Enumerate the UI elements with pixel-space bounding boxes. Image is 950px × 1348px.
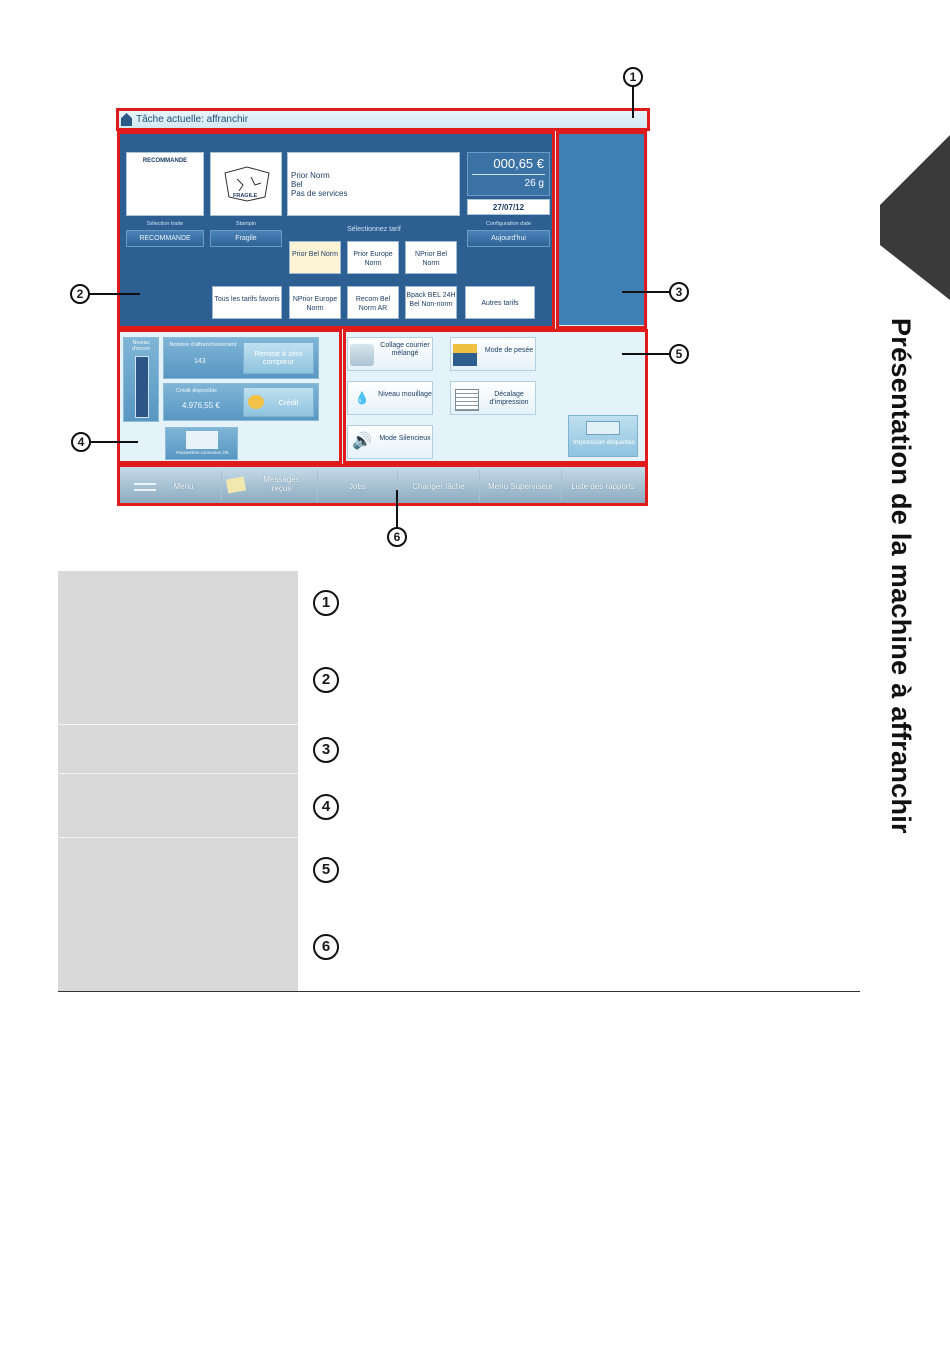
messages-button[interactable]: Messages reçus (222, 470, 318, 501)
task-title: Tâche actuelle: affranchir (136, 114, 249, 125)
zone-1-outline (116, 108, 650, 131)
date-display: 27/07/12 (467, 199, 550, 215)
callout-2: 2 (70, 284, 90, 304)
credit-value: 4.976,55 € (182, 401, 220, 410)
jobs-button[interactable]: Jobs (318, 470, 398, 501)
legend-row-separator (58, 773, 298, 774)
reports-list-button[interactable]: Liste des rapports (571, 482, 635, 491)
tarif-nprior-europe-norm[interactable]: NPrior Europe Norm (289, 286, 341, 319)
sel-tarif-label: Sélectionnez tarif (347, 226, 401, 233)
fragile-preview: FRAGILE (210, 152, 282, 216)
tarif-prior-europe-norm[interactable]: Prior Europe Norm (347, 241, 399, 274)
sel-traite-button[interactable]: RECOMMANDE (126, 230, 204, 247)
sel-traite-label: Sélection traite (146, 221, 184, 227)
legend-bottom-rule (58, 991, 860, 992)
change-task-button[interactable]: Changer tâche (398, 470, 480, 501)
zone-3-outline (556, 131, 647, 329)
callout-6: 6 (387, 527, 407, 547)
tarif-bpack-bel[interactable]: Bpack BEL 24H Bel Non-norm (405, 286, 457, 319)
tarif-favoris[interactable]: Tous les tarifs favoris (212, 286, 282, 319)
option-weigh-mode[interactable]: Mode de pesée (450, 337, 536, 371)
tarif-nprior-bel-norm[interactable]: NPrior Bel Norm (405, 241, 457, 274)
legend-number-1: 1 (313, 590, 339, 616)
credit-button-label: Crédit (278, 398, 299, 407)
callout-1-line (632, 86, 634, 118)
legend-label-column (58, 571, 298, 992)
option-mixed-mail[interactable]: Collage courrier mélangé (347, 337, 433, 371)
legend-number-2: 2 (313, 667, 339, 693)
reset-counter-button[interactable]: Remise à zéro compteur (243, 342, 314, 374)
sel-config-label: Configuration date (486, 221, 531, 227)
supervisor-menu-button[interactable]: Menu Superviseur (480, 470, 562, 501)
params-label: Paramètres connexion OK (176, 450, 229, 455)
zone-2-outline (117, 131, 555, 329)
callout-5: 5 (669, 344, 689, 364)
tarif-autres[interactable]: Autres tarifs (465, 286, 535, 319)
tarif-recom-bel-norm-ar[interactable]: Recom Bel Norm AR (347, 286, 399, 319)
legend-number-3: 3 (313, 737, 339, 763)
zone-5-outline (343, 329, 648, 464)
callout-6-line (396, 490, 398, 528)
option-moistening-level[interactable]: 💧 Niveau mouillage (347, 381, 433, 415)
legend-row-separator (58, 837, 298, 838)
legend-number-5: 5 (313, 857, 339, 883)
weight-value: 26 g (524, 178, 544, 189)
callout-2-line (90, 293, 140, 295)
chapter-title: Présentation de la machine à affranchir (886, 318, 916, 834)
callout-4-line (90, 441, 138, 443)
callout-3: 3 (669, 282, 689, 302)
service-summary: Prior Norm Bel Pas de services (287, 152, 460, 216)
option-silent-mode[interactable]: 🔊 Mode Silencieux (347, 425, 433, 459)
label-print-button[interactable]: Impression étiquettes (568, 415, 638, 457)
callout-5-line (622, 353, 670, 355)
sel-config-button[interactable]: Aujourd'hui (467, 230, 550, 247)
water-drops-icon: 💧 (354, 391, 370, 405)
counter-value: 143 (194, 358, 206, 365)
speaker-icon: 🔊 (352, 433, 372, 450)
credit-label: Crédit disponible (176, 388, 217, 394)
legend-number-6: 6 (313, 934, 339, 960)
callout-1: 1 (623, 67, 643, 87)
zone-4-outline (117, 329, 342, 464)
chapter-tab (880, 135, 950, 300)
recommande-preview: RECOMMANDE (126, 152, 204, 216)
legend-number-4: 4 (313, 794, 339, 820)
menu-button[interactable]: Menu (122, 470, 222, 501)
legend-row-separator (58, 724, 298, 725)
option-print-offset[interactable]: Décalage d'impression (450, 381, 536, 415)
counter-label: Nombre d'affranchissement (169, 342, 237, 348)
callout-4: 4 (71, 432, 91, 452)
sel-stampin-label: Stampin (235, 221, 257, 227)
tarif-prior-bel-norm[interactable]: Prior Bel Norm (289, 241, 341, 274)
amount-value: 000,65 € (493, 156, 544, 171)
zone-6-outline (117, 464, 648, 506)
ink-level-label: Niveau d'encre (132, 340, 150, 352)
callout-3-line (622, 291, 670, 293)
sel-stampin-button[interactable]: Fragile (210, 230, 282, 247)
